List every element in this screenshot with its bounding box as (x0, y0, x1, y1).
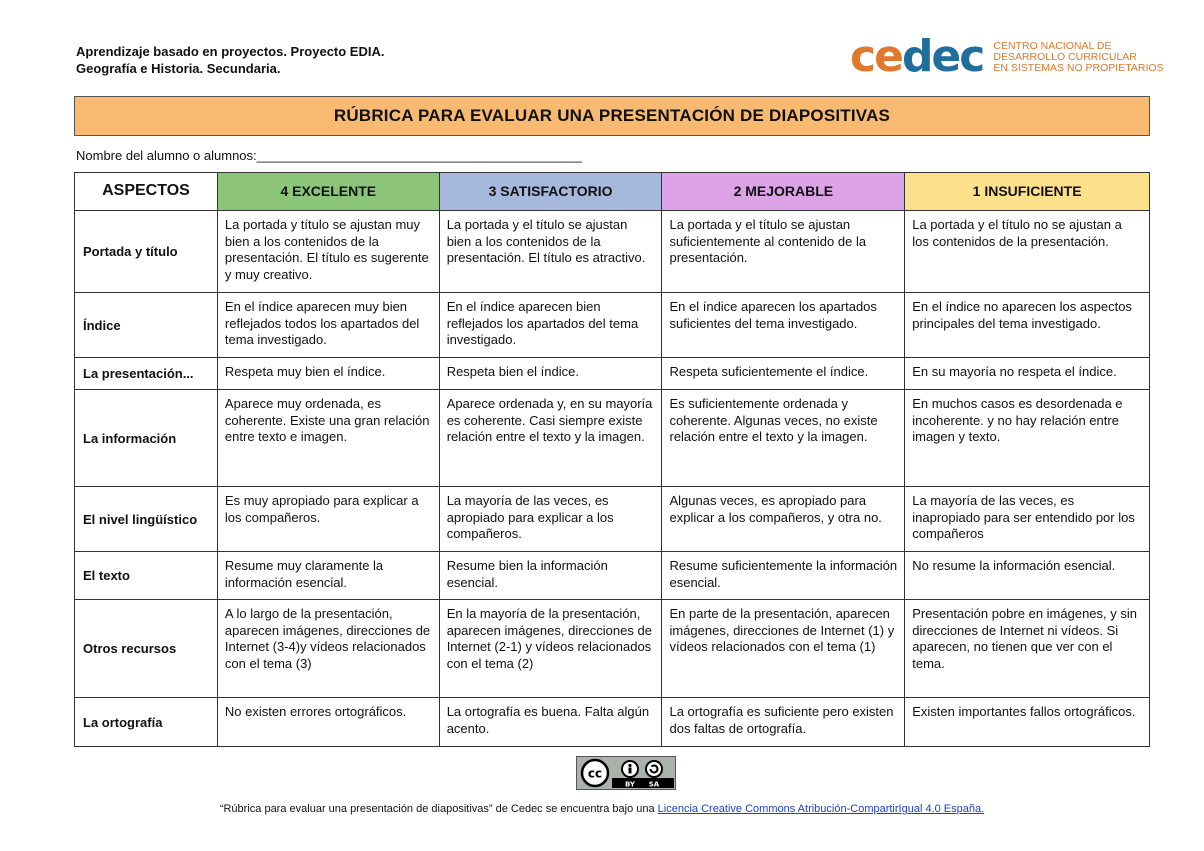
cc-license-icon (578, 758, 674, 788)
criterion-cell: La ortografía es suficiente pero existen dos faltas de ortografía. (662, 698, 905, 747)
criterion-cell: Resume bien la información esencial. (439, 552, 662, 600)
criterion-cell: En el índice aparecen bien reflejados los apartados del tema investigado. (439, 293, 662, 358)
license-text: “Rúbrica para evaluar una presentación de diapositivas” de Cedec se encuentra bajo una (219, 803, 658, 815)
rubric-header-row (75, 173, 1150, 211)
aspect-cell: Índice (75, 293, 218, 358)
logo-wordmark (850, 31, 984, 82)
criterion-cell: Es muy apropiado para explicar a los compañeros. (217, 487, 439, 552)
aspect-cell: La información (75, 390, 218, 487)
criterion-cell: En el índice aparecen muy bien reflejados todos los apartados del tema investigado. (217, 293, 439, 358)
criterion-cell: En parte de la presentación, aparecen imágenes, direcciones de Internet (1) y vídeos relacionados con el tema (1) (662, 600, 905, 698)
header-insuficiente: 1 INSUFICIENTE (905, 173, 1150, 211)
rubric-table (74, 172, 1150, 747)
aspect-cell: El nivel lingüístico (75, 487, 218, 552)
logo-sub-line-2: DESARROLLO CURRICULAR (993, 50, 1137, 63)
logo-word-part2: dec (901, 31, 984, 82)
table-row (75, 211, 1150, 293)
criterion-cell: Resume suficientemente la información esencial. (662, 552, 905, 600)
criterion-cell: La ortografía es buena. Falta algún acento. (439, 698, 662, 747)
student-name-line: Nombre del alumno o alumnos:_____________________________________________ (76, 148, 582, 163)
cc-mark: cc (587, 766, 603, 781)
aspect-cell: Otros recursos (75, 600, 218, 698)
criterion-cell: A lo largo de la presentación, aparecen imágenes, direcciones de Internet (3-4)y vídeos relacionados con el tema (3) (217, 600, 439, 698)
criterion-cell: Resume muy claramente la información esencial. (217, 552, 439, 600)
aspect-cell: La ortografía (75, 698, 218, 747)
header-line-1: Aprendizaje basado en proyectos. Proyecto EDIA. (76, 44, 385, 59)
criterion-cell: Es suficientemente ordenada y coherente. Algunas veces, no existe relación entre el texto y la imagen. (662, 390, 905, 487)
criterion-cell: Respeta bien el índice. (439, 358, 662, 390)
criterion-cell: No resume la información esencial. (905, 552, 1150, 600)
cc-by-sa-badge[interactable] (576, 756, 676, 790)
logo-word-part1: ce (850, 31, 902, 82)
criterion-cell: La mayoría de las veces, es apropiado para explicar a los compañeros. (439, 487, 662, 552)
header-satisfactorio: 3 SATISFACTORIO (439, 173, 662, 211)
table-row (75, 698, 1150, 747)
criterion-cell: La portada y el título se ajustan bien a los contenidos de la presentación. El título es atractivo. (439, 211, 662, 293)
criterion-cell: Algunas veces, es apropiado para explicar a los compañeros, y otra no. (662, 487, 905, 552)
logo-sub-line-1: CENTRO NACIONAL DE (993, 39, 1112, 52)
criterion-cell: La portada y el título no se ajustan a los contenidos de la presentación. (905, 211, 1150, 293)
table-row (75, 390, 1150, 487)
logo-sub-line-3: EN SISTEMAS NO PROPIETARIOS (993, 61, 1164, 74)
header-excelente: 4 EXCELENTE (217, 173, 439, 211)
header-aspectos: ASPECTOS (75, 173, 218, 211)
by-label: BY (624, 780, 636, 788)
table-row (75, 487, 1150, 552)
criterion-cell: Aparece ordenada y, en su mayoría es coherente. Casi siempre existe relación entre el texto y la imagen. (439, 390, 662, 487)
criterion-cell: En su mayoría no respeta el índice. (905, 358, 1150, 390)
criterion-cell: La portada y el título se ajustan suficientemente al contenido de la presentación. (662, 211, 905, 293)
aspect-cell: La presentación... (75, 358, 218, 390)
criterion-cell: En muchos casos es desordenada e incoherente. y no hay relación entre imagen y texto. (905, 390, 1150, 487)
cedec-logo (850, 32, 1164, 82)
criterion-cell: No existen errores ortográficos. (217, 698, 439, 747)
header-mejorable: 2 MEJORABLE (662, 173, 905, 211)
criterion-cell: Respeta muy bien el índice. (217, 358, 439, 390)
criterion-cell: En el índice no aparecen los aspectos principales del tema investigado. (905, 293, 1150, 358)
logo-subtitle (993, 41, 1163, 74)
criterion-cell: La mayoría de las veces, es inapropiado para ser entendido por los compañeros (905, 487, 1150, 552)
table-row (75, 600, 1150, 698)
criterion-cell: En la mayoría de la presentación, aparecen imágenes, direcciones de Internet (2-1) y vídeos relacionados con el tema (2) (439, 600, 662, 698)
criterion-cell: Existen importantes fallos ortográficos. (905, 698, 1150, 747)
criterion-cell: La portada y título se ajustan muy bien a los contenidos de la presentación. El título es sugerente y muy creativo. (217, 211, 439, 293)
table-row (75, 358, 1150, 390)
rubric-title: RÚBRICA PARA EVALUAR UNA PRESENTACIÓN DE DIAPOSITIVAS (333, 106, 891, 125)
criterion-cell: Aparece muy ordenada, es coherente. Existe una gran relación entre texto e imagen. (217, 390, 439, 487)
table-row (75, 552, 1150, 600)
aspect-cell: El texto (75, 552, 218, 600)
license-footer (0, 803, 1204, 815)
aspect-cell: Portada y título (75, 211, 218, 293)
table-row (75, 293, 1150, 358)
criterion-cell: En el índice aparecen los apartados suficientes del tema investigado. (662, 293, 905, 358)
sa-label: SA (648, 780, 660, 788)
rubric-title-bar (74, 96, 1150, 136)
criterion-cell: Respeta suficientemente el índice. (662, 358, 905, 390)
document-header (76, 43, 384, 77)
criterion-cell: Presentación pobre en imágenes, y sin direcciones de Internet ni vídeos. Si aparecen, no tienen que ver con el tema. (905, 600, 1150, 698)
header-line-2: Geografía e Historia. Secundaria. (76, 61, 281, 76)
license-link[interactable]: Licencia Creative Commons Atribución-CompartirIgual 4.0 España. (657, 803, 985, 815)
